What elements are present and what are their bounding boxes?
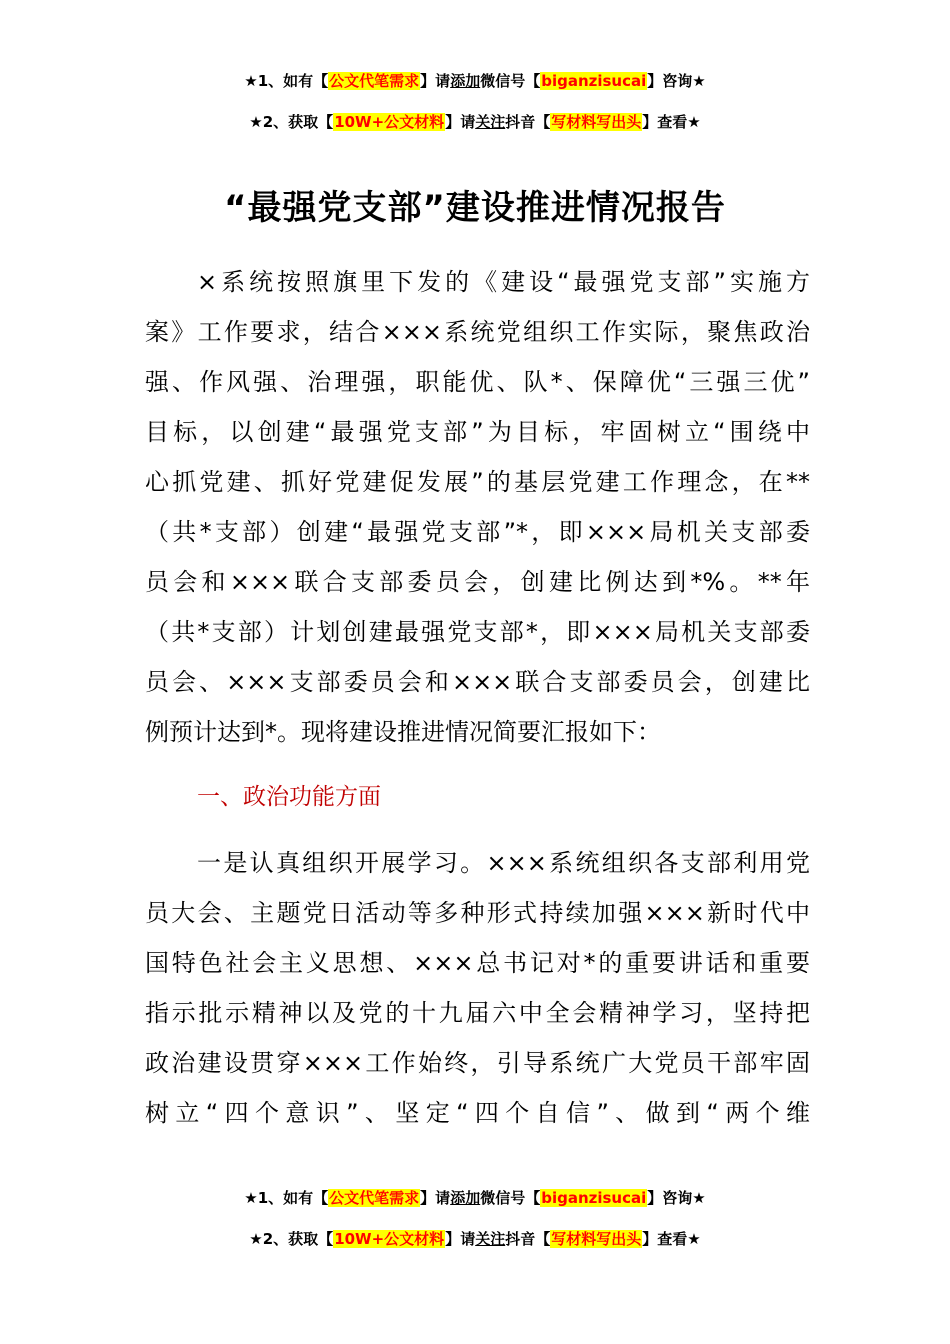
document-title: “最强党支部”建设推进情况报告: [224, 188, 726, 228]
banner-underline: 添加: [450, 1189, 481, 1207]
paragraph-line: （共*支部）计划创建最强党支部*，即×××局机关支部委: [145, 618, 810, 646]
body-paragraph-2: [145, 838, 810, 1138]
paragraph-line: 政治建设贯穿×××工作始终，引导系统广大党员干部牢固: [145, 1049, 810, 1077]
banner-text: 】请: [445, 113, 476, 131]
paragraph-line: 一是认真组织开展学习。×××系统组织各支部利用党: [197, 849, 810, 877]
banner-text: 微信号【: [480, 72, 541, 90]
bottom-banner-line-1: [0, 1187, 950, 1209]
banner-text: ★1、如有【: [244, 72, 329, 90]
banner-highlight: 公文代笔需求: [329, 72, 420, 90]
banner-highlight: 写材料写出头: [551, 1230, 642, 1248]
paragraph-line: 员会、×××支部委员会和×××联合支部委员会，创建比: [145, 668, 810, 696]
banner-highlight: biganzisucai: [541, 72, 647, 90]
banner-highlight: biganzisucai: [541, 1189, 647, 1207]
banner-text: ★1、如有【: [244, 1189, 329, 1207]
section-heading-1: 一、政治功能方面: [197, 784, 381, 810]
body-paragraph-1: [145, 257, 810, 757]
paragraph-line: 树立“四个意识”、坚定“四个自信”、做到“两个维: [145, 1099, 810, 1127]
banner-highlight: 10W+公文材料: [334, 113, 445, 131]
banner-underline: 添加: [450, 72, 481, 90]
paragraph-line: 强、作风强、治理强，职能优、队*、保障优“三强三优”: [145, 368, 810, 396]
paragraph-line: 目标，以创建“最强党支部”为目标，牢固树立“围绕中: [145, 418, 810, 446]
paragraph-line: 员会和×××联合支部委员会，创建比例达到*%。**年: [145, 568, 810, 596]
banner-text: ★2、获取【: [249, 1230, 334, 1248]
paragraph-line: ×系统按照旗里下发的《建设“最强党支部”实施方: [197, 268, 810, 296]
banner-text: ★2、获取【: [249, 113, 334, 131]
banner-highlight: 10W+公文材料: [334, 1230, 445, 1248]
banner-highlight: 写材料写出头: [551, 113, 642, 131]
banner-text: 】请: [420, 1189, 451, 1207]
banner-text: 抖音【: [505, 113, 551, 131]
top-banner-line-2: [0, 111, 950, 133]
paragraph-line: 心抓党建、抓好党建促发展”的基层党建工作理念，在**: [145, 468, 810, 496]
banner-text: 】咨询★: [647, 72, 706, 90]
banner-highlight: 公文代笔需求: [329, 1189, 420, 1207]
paragraph-line: 指示批示精神以及党的十九届六中全会精神学习，坚持把: [145, 999, 810, 1027]
banner-text: 抖音【: [505, 1230, 551, 1248]
paragraph-line: 例预计达到*。现将建设推进情况简要汇报如下：: [145, 718, 661, 746]
banner-text: 】咨询★: [647, 1189, 706, 1207]
banner-text: 】请: [445, 1230, 476, 1248]
paragraph-line: 案》工作要求，结合×××系统党组织工作实际，聚焦政治: [145, 318, 810, 346]
paragraph-line: 国特色社会主义思想、×××总书记对*的重要讲话和重要: [145, 949, 810, 977]
paragraph-line: 员大会、主题党日活动等多种形式持续加强×××新时代中: [145, 899, 810, 927]
banner-text: 】查看★: [642, 1230, 701, 1248]
banner-text: 】请: [420, 72, 451, 90]
banner-underline: 关注: [475, 1230, 506, 1248]
banner-underline: 关注: [475, 113, 506, 131]
banner-text: 微信号【: [480, 1189, 541, 1207]
banner-text: 】查看★: [642, 113, 701, 131]
bottom-banner-line-2: [0, 1228, 950, 1250]
paragraph-line: （共*支部）创建“最强党支部”*，即×××局机关支部委: [145, 518, 810, 546]
top-banner-line-1: [0, 70, 950, 92]
